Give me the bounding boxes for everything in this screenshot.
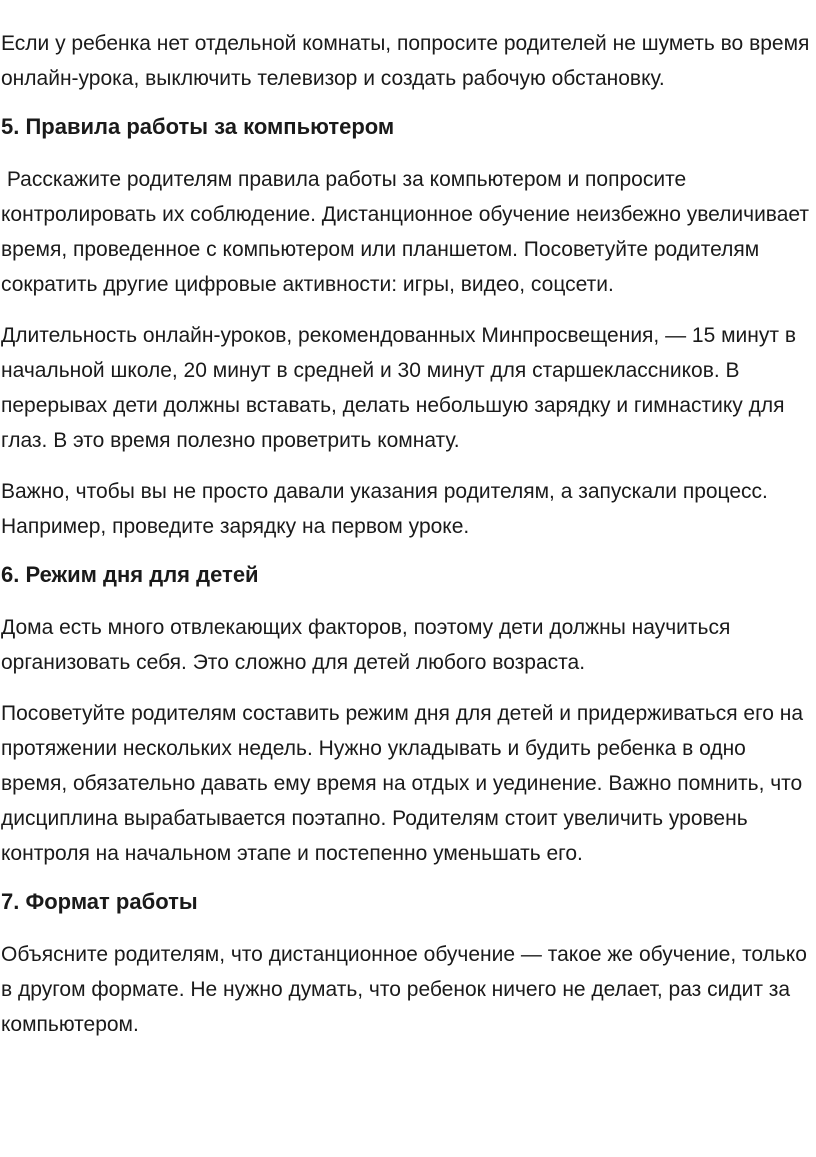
paragraph: Посоветуйте родителям составить режим дня для детей и придерживаться его на протяжении нескольких недель. Нужно укладывать и будить ребенка в одно время, обязательно давать ему время на отдых и уединение. Важно помнить, что дисциплина вырабатывается поэтапно. Родителям стоит увеличить уровень контроля на начальном этапе и постепенно уменьшать его. bbox=[1, 702, 804, 865]
paragraph: Длительность онлайн-уроков, рекомендованных Минпросвещения, — 15 минут в начальной школе, 20 минут в средней и 30 минут для старшеклассников. В перерывах дети должны вставать, делать небольшую зарядку и гимнастику для глаз. В это время полезно проветрить комнату. bbox=[1, 324, 796, 452]
section-heading-daily-routine: 6. Режим дня для детей bbox=[1, 562, 259, 587]
paragraph: Расскажите родителям правила работы за компьютером и попросите контролировать их соблюдение. Дистанционное обучение неизбежно увеличивает время, проведенное с компьютером или планшетом. Посоветуйте родителям сократить другие цифровые активности: игры, видео, соцсети. bbox=[1, 168, 815, 296]
paragraph: Если у ребенка нет отдельной комнаты, попросите родителей не шуметь во время онлайн-урока, выключить телевизор и создать рабочую обстановку. bbox=[1, 32, 810, 90]
paragraph: Дома есть много отвлекающих факторов, поэтому дети должны научиться организовать себя. Это сложно для детей любого возраста. bbox=[1, 616, 731, 674]
section-heading-computer-rules: 5. Правила работы за компьютером bbox=[1, 114, 395, 139]
document-body bbox=[0, 26, 816, 1058]
paragraph: Объясните родителям, что дистанционное обучение — такое же обучение, только в другом формате. Не нужно думать, что ребенок ничего не делает, раз сидит за компьютером. bbox=[1, 943, 807, 1036]
section-heading-work-format: 7. Формат работы bbox=[1, 889, 198, 914]
paragraph: Важно, чтобы вы не просто давали указания родителям, а запускали процесс. Например, проведите зарядку на первом уроке. bbox=[1, 480, 768, 538]
